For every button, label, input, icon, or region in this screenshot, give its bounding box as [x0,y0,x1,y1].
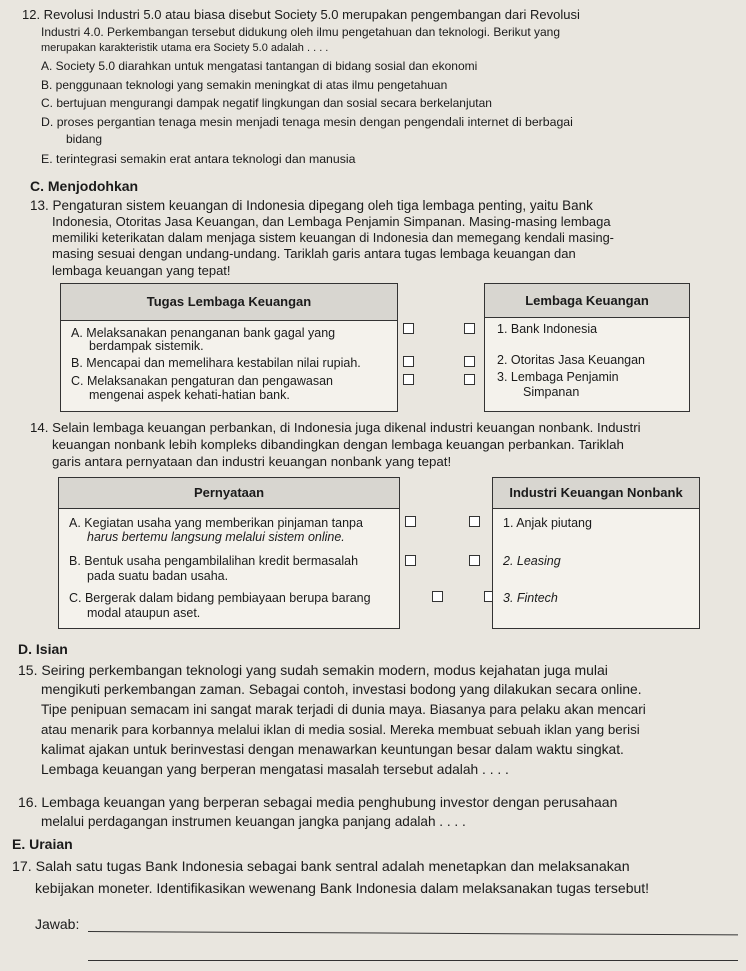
q13-left-a-dot[interactable] [403,323,414,334]
q13-left-c-dot[interactable] [403,374,414,385]
q13-left-a-line2: berdampak sistemik. [89,339,204,353]
q14-left-a-dot[interactable] [405,516,416,527]
q17-line2: kebijakan moneter. Identifikasikan wewenang Bank Indonesia dalam melaksanakan tugas tersebut! [35,880,650,896]
q13-left-c-line1: C. Melaksanakan pengaturan dan pengawasan [71,374,333,388]
q14-left-c-line1: C. Bergerak dalam bidang pembiayaan berupa barang [69,591,371,605]
section-e-heading: E. Uraian [12,836,73,852]
q12-option-e: E. terintegrasi semakin erat antara teknologi dan manusia [41,152,356,166]
q14-left-a-line1: A. Kegiatan usaha yang memberikan pinjaman tanpa [69,516,363,530]
q15-line1: 15. Seiring perkembangan teknologi yang sudah semakin modern, modus kejahatan juga mulai [18,662,608,678]
q12-stem-line1: 12. Revolusi Industri 5.0 atau biasa disebut Society 5.0 merupakan pengembangan dari Revolusi [22,7,580,22]
q15-line3: Tipe penipuan semacam ini sangat marak terjadi di dunia maya. Biasanya para pelaku akan mencari [41,702,646,717]
q13-right-2-dot[interactable] [464,356,475,367]
q14-right-table [492,477,700,629]
q14-left-table [58,477,400,629]
answer-line-2[interactable] [88,960,738,961]
q17-answer-label: Jawab: [35,916,80,932]
q14-right-2-dot[interactable] [469,555,480,566]
q13-left-table [60,283,398,412]
q14-left-b-dot[interactable] [405,555,416,566]
q14-stem-line1: 14. Selain lembaga keuangan perbankan, di Indonesia juga dikenal industri keuangan nonbank. Industri [30,420,641,435]
q14-right-2: 2. Leasing [503,554,561,568]
q13-right-1: 1. Bank Indonesia [497,322,598,336]
q13-left-b-dot[interactable] [403,356,414,367]
q12-option-a: A. Society 5.0 diarahkan untuk mengatasi tantangan di bidang sosial dan ekonomi [41,59,478,73]
q13-right-table [484,283,690,412]
q12-stem-line3: merupakan karakteristik utama era Society 5.0 adalah . . . . [41,42,329,54]
q12-stem-line2: Industri 4.0. Perkembangan tersebut didukung oleh ilmu pengetahuan dan teknologi. Berikut yang [41,25,561,39]
q15-line4: atau menarik para korbannya melalui iklan di media sosial. Mereka membuat sebuah iklan yang berisi [41,722,640,737]
q12-option-d-line1: D. proses pergantian tenaga mesin menjadi tenaga mesin dengan pengendali internet di berbagai [41,115,573,129]
q14-stem-line2: keuangan nonbank lebih kompleks dibandingkan dengan lembaga keuangan perbankan. Tariklah [52,437,624,452]
q15-line6: Lembaga keuangan yang berperan mengatasi masalah tersebut adalah . . . . [41,762,509,777]
q13-right-header: Lembaga Keuangan [485,284,689,318]
q13-left-b: B. Mencapai dan memelihara kestabilan nilai rupiah. [71,356,361,370]
q13-right-3-line2: Simpanan [523,385,580,399]
q14-right-1: 1. Anjak piutang [503,516,592,530]
q15-line5: kalimat ajakan untuk berinvestasi dengan menawarkan keuntungan besar dalam waktu singkat. [41,742,624,757]
q14-right-1-dot[interactable] [469,516,480,527]
q14-left-a-line2: harus bertemu langsung melalui sistem online. [87,530,345,544]
q13-right-1-dot[interactable] [464,323,475,334]
q16-line2: melalui perdagangan instrumen keuangan jangka panjang adalah . . . . [41,814,466,829]
q13-stem-line4: masing sesuai dengan undang-undang. Tariklah garis antara tugas lembaga keuangan dan [52,246,576,261]
q13-stem-line1: 13. Pengaturan sistem keuangan di Indonesia dipegang oleh tiga lembaga penting, yaitu Bank [30,198,593,213]
q14-left-c-dot[interactable] [432,591,443,602]
q15-line2: mengikuti perkembangan zaman. Sebagai contoh, investasi bodong yang dilakukan secara online. [41,682,642,697]
q13-left-c-line2: mengenai aspek kehati-hatian bank. [89,388,290,402]
q14-left-header: Pernyataan [59,478,399,509]
answer-line-1[interactable] [88,931,738,935]
q14-left-b-line1: B. Bentuk usaha pengambilalihan kredit bermasalah [69,554,359,568]
q13-stem-line5: lembaga keuangan yang tepat! [52,263,231,278]
q13-right-3-line1: 3. Lembaga Penjamin [497,370,619,384]
q16-line1: 16. Lembaga keuangan yang berperan sebagai media penghubung investor dengan perusahaan [18,794,618,810]
q13-stem-line2: Indonesia, Otoritas Jasa Keuangan, dan Lembaga Penjamin Simpanan. Masing-masing lembaga [52,214,611,229]
q14-right-3: 3. Fintech [503,591,558,605]
q12-option-d-line2: bidang [66,132,103,146]
q13-right-3-dot[interactable] [464,374,475,385]
q14-left-c-line2: modal ataupun aset. [87,606,201,620]
q14-stem-line3: garis antara pernyataan dan industri keuangan nonbank yang tepat! [52,454,452,469]
q13-left-header: Tugas Lembaga Keuangan [61,284,397,321]
q13-left-a-line1: A. Melaksanakan penanganan bank gagal yang [71,326,336,340]
section-c-heading: C. Menjodohkan [30,178,139,194]
q13-stem-line3: memiliki keterikatan dalam menjaga sistem keuangan di Indonesia dan memegang kendali masing- [52,230,614,245]
q13-right-2: 2. Otoritas Jasa Keuangan [497,353,646,367]
q14-left-b-line2: pada suatu badan usaha. [87,569,229,583]
q12-option-c: C. bertujuan mengurangi dampak negatif lingkungan dan sosial secara berkelanjutan [41,96,492,110]
section-d-heading: D. Isian [18,641,68,657]
q12-option-b: B. penggunaan teknologi yang semakin meningkat di atas ilmu pengetahuan [41,78,448,92]
q17-line1: 17. Salah satu tugas Bank Indonesia sebagai bank sentral adalah menetapkan dan melaksanakan [12,859,630,875]
q14-right-header: Industri Keuangan Nonbank [493,478,699,509]
